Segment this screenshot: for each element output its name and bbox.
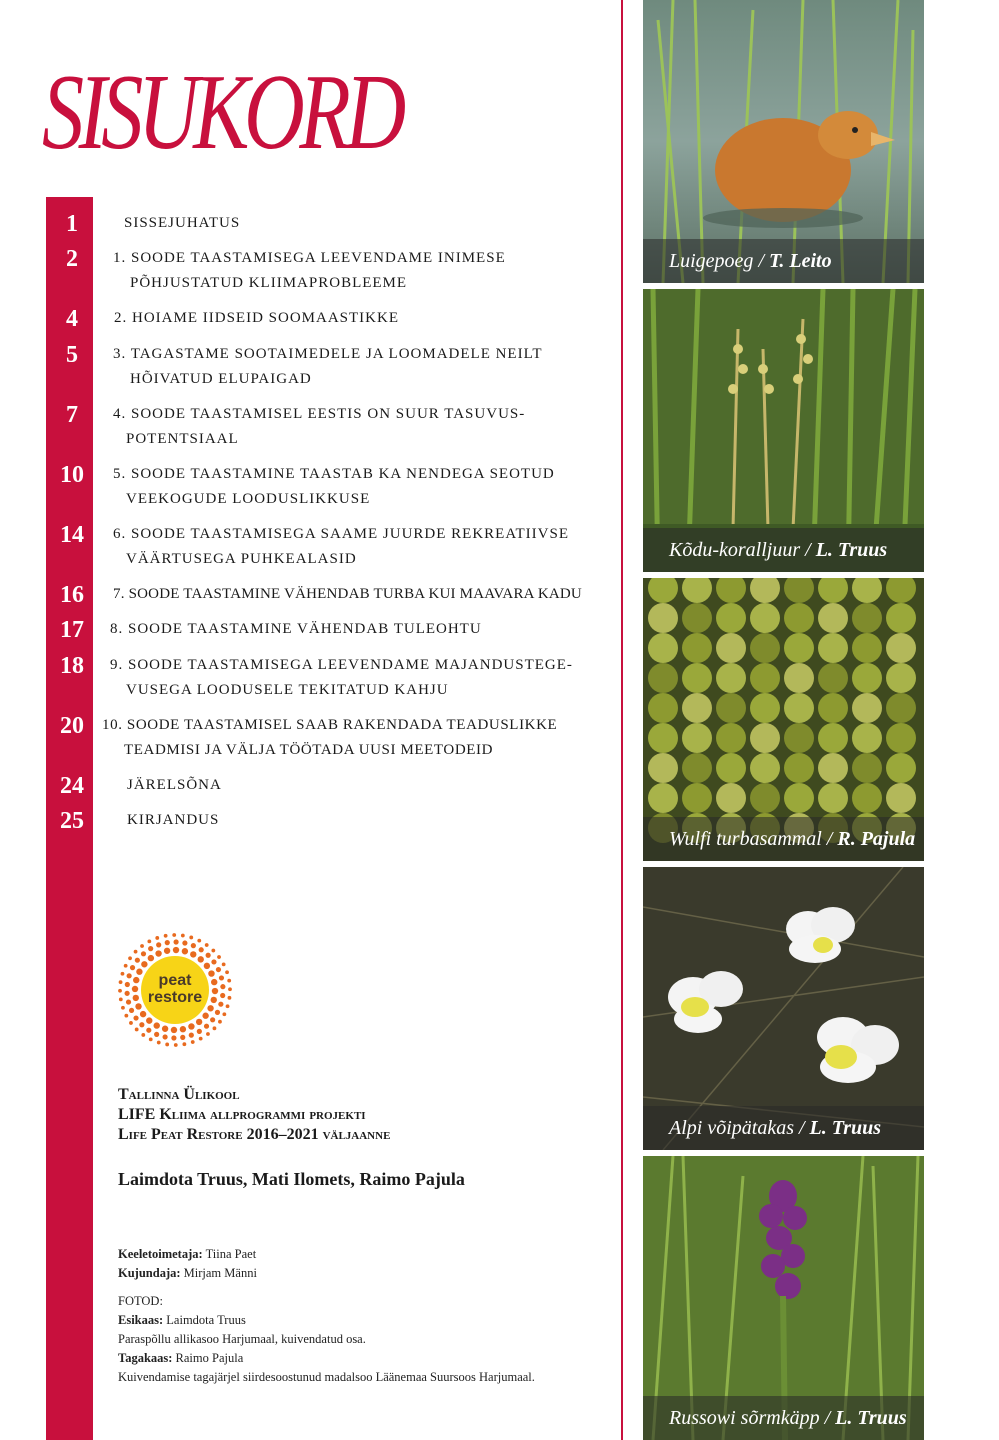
toc-page-number: 18 <box>60 653 84 679</box>
toc-page-number: 20 <box>60 713 84 739</box>
toc-entry[interactable]: 1. SOODE TAASTAMISEGA LEEVENDAME INIMESE PÕHJUSTATUD KLIIMAPROBLEEME <box>113 250 506 291</box>
toc-entry[interactable]: 9. SOODE TAASTAMISEGA LEEVENDAME MAJANDUSTEGE- VUSEGA LOODUSELE TEKITATUD KAHJU <box>110 657 573 698</box>
toc-page-number: 7 <box>66 402 78 428</box>
credits-block: Keeletoimetaja: Tiina Paet Kujundaja: Mirjam Männi FOTOD: Esikaas: Laimdota Truus Paraspõllu allikasoo Harjumaal, kuivendatud osa. Tagakaas: Raimo Pajula Kuivendamise tagajärjel siirdesoostunud madalsoo Läänemaa Suursoos Harjumaal. <box>118 1247 535 1384</box>
photo-caption: Luigepoeg / T. Leito <box>643 239 924 283</box>
publisher-line: Life Peat Restore 2016–2021 väljaanne <box>118 1126 391 1143</box>
publisher-line: LIFE Kliima allprogrammi projekti <box>118 1106 366 1123</box>
divider-line <box>621 0 623 1440</box>
photo-caption: Kõdu-koralljuur / L. Truus <box>643 528 924 572</box>
photo-caption: Wulfi turbasammal / R. Pajula <box>643 817 924 861</box>
toc-page-number: 5 <box>66 342 78 368</box>
svg-text:restore: restore <box>147 989 203 1006</box>
toc-page-number: 14 <box>60 522 84 548</box>
photo-caption: Alpi võipätakas / L. Truus <box>643 1106 924 1150</box>
toc-entry[interactable]: 6. SOODE TAASTAMISEGA SAAME JUURDE REKREATIIVSE VÄÄRTUSEGA PUHKEALASID <box>113 526 570 567</box>
toc-entry[interactable]: 7. SOODE TAASTAMINE VÄHENDAB TURBA KUI MAAVARA KADU <box>113 586 582 602</box>
toc-page-number: 25 <box>60 808 84 834</box>
peat-restore-logo <box>113 928 237 1052</box>
photo-coralroot <box>643 289 924 572</box>
svg-text:peat: peat <box>158 972 192 989</box>
toc-entry[interactable]: 3. TAGASTAME SOOTAIMEDELE JA LOOMADELE NEILT HÕIVATUD ELUPAIGAD <box>113 346 543 387</box>
toc-entry[interactable]: 2. HOIAME IIDSEID SOOMAASTIKKE <box>114 310 399 326</box>
photo-caption: Russowi sõrmkäpp / L. Truus <box>643 1396 924 1440</box>
toc-page-number: 10 <box>60 462 84 488</box>
toc-page-number: 1 <box>66 211 78 237</box>
page-title: SISUKORD <box>42 53 401 172</box>
toc-page-number: 16 <box>60 582 84 608</box>
toc-entry[interactable]: 5. SOODE TAASTAMINE TAASTAB KA NENDEGA SEOTUD VEEKOGUDE LOODUSLIKKUSE <box>113 466 555 507</box>
toc-entry[interactable]: JÄRELSÕNA <box>127 777 222 793</box>
toc-entry[interactable]: 8. SOODE TAASTAMINE VÄHENDAB TULEOHTU <box>110 621 482 637</box>
publisher-line: Tallinna Ülikool <box>118 1086 240 1103</box>
photo-butterwort <box>643 867 924 1150</box>
toc-page-number: 4 <box>66 306 78 332</box>
toc-page-number: 2 <box>66 246 78 272</box>
photo-orchid <box>643 1156 924 1440</box>
authors: Laimdota Truus, Mati Ilomets, Raimo Pajula <box>118 1169 465 1189</box>
toc-page-number: 24 <box>60 773 84 799</box>
photo-sphagnum <box>643 578 924 861</box>
publisher-block <box>118 1085 390 1145</box>
toc-entry[interactable]: 10. SOODE TAASTAMISEL SAAB RAKENDADA TEADUSLIKKE TEADMISI JA VÄLJA TÖÖTADA UUSI MEETODEID <box>102 717 558 758</box>
photo-cygnet <box>643 0 924 283</box>
toc-entry[interactable]: KIRJANDUS <box>127 812 220 828</box>
toc-entry[interactable]: 4. SOODE TAASTAMISEL EESTIS ON SUUR TASUVUS- POTENTSIAAL <box>113 406 526 447</box>
toc-page-number: 17 <box>60 617 84 643</box>
toc-entry[interactable]: SISSEJUHATUS <box>124 215 241 231</box>
